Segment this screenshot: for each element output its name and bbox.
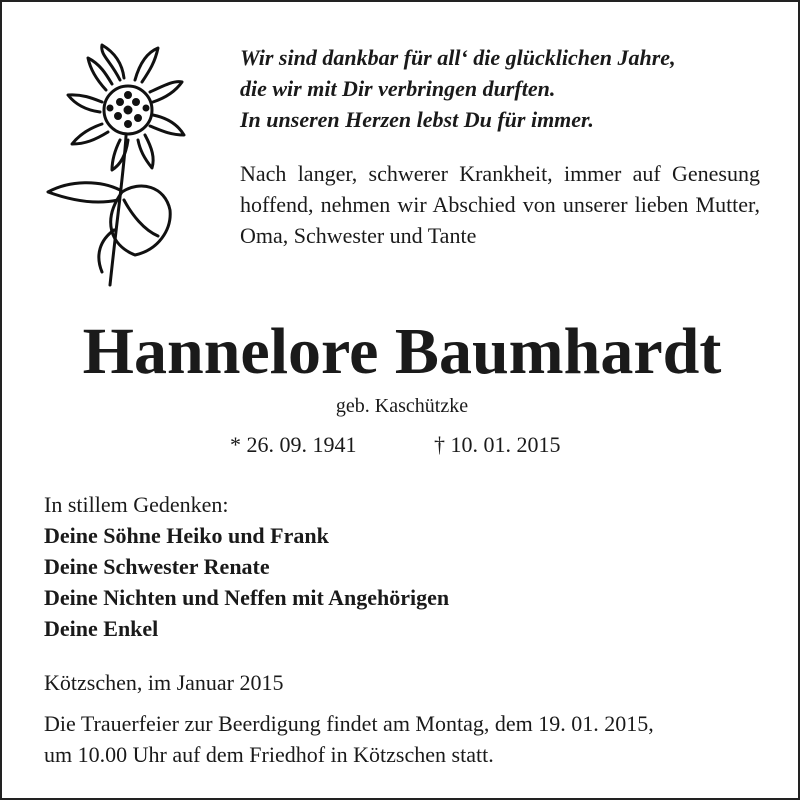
mourner-line: Deine Nichten und Neffen mit Angehörigen (44, 585, 450, 610)
deceased-name: Hannelore Baumhardt (82, 315, 722, 388)
mourners-heading: In stillem Gedenken: (44, 492, 229, 517)
mourner-line: Deine Schwester Renate (44, 554, 270, 579)
memorial-quote (240, 42, 770, 135)
death-date: † 10. 01. 2015 (434, 432, 561, 457)
birth-date: * 26. 09. 1941 (230, 432, 357, 457)
funeral-line: Die Trauerfeier zur Beerdigung findet am Montag, dem 19. 01. 2015, (44, 711, 654, 736)
sunflower-icon (40, 40, 190, 290)
funeral-info (44, 708, 784, 770)
quote-line: In unseren Herzen lebst Du für immer. (240, 107, 594, 132)
funeral-line: um 10.00 Uhr auf dem Friedhof in Kötzschen statt. (44, 742, 494, 767)
quote-line: Wir sind dankbar für all‘ die glücklichen Jahre, (240, 45, 676, 70)
mourner-line: Deine Enkel (44, 616, 159, 641)
intro-text: Nach langer, schwerer Krankheit, immer auf Genesung hoffend, nehmen wir Abschied von unserer lieben Mutter, Oma, Schwester und Tante (240, 161, 760, 248)
mourner-line: Deine Söhne Heiko und Frank (44, 523, 329, 548)
quote-line: die wir mit Dir verbringen durften. (240, 76, 556, 101)
maiden-name: geb. Kaschützke (335, 395, 469, 417)
mourners-list (44, 489, 744, 644)
place-date: Kötzschen, im Januar 2015 (44, 670, 284, 695)
